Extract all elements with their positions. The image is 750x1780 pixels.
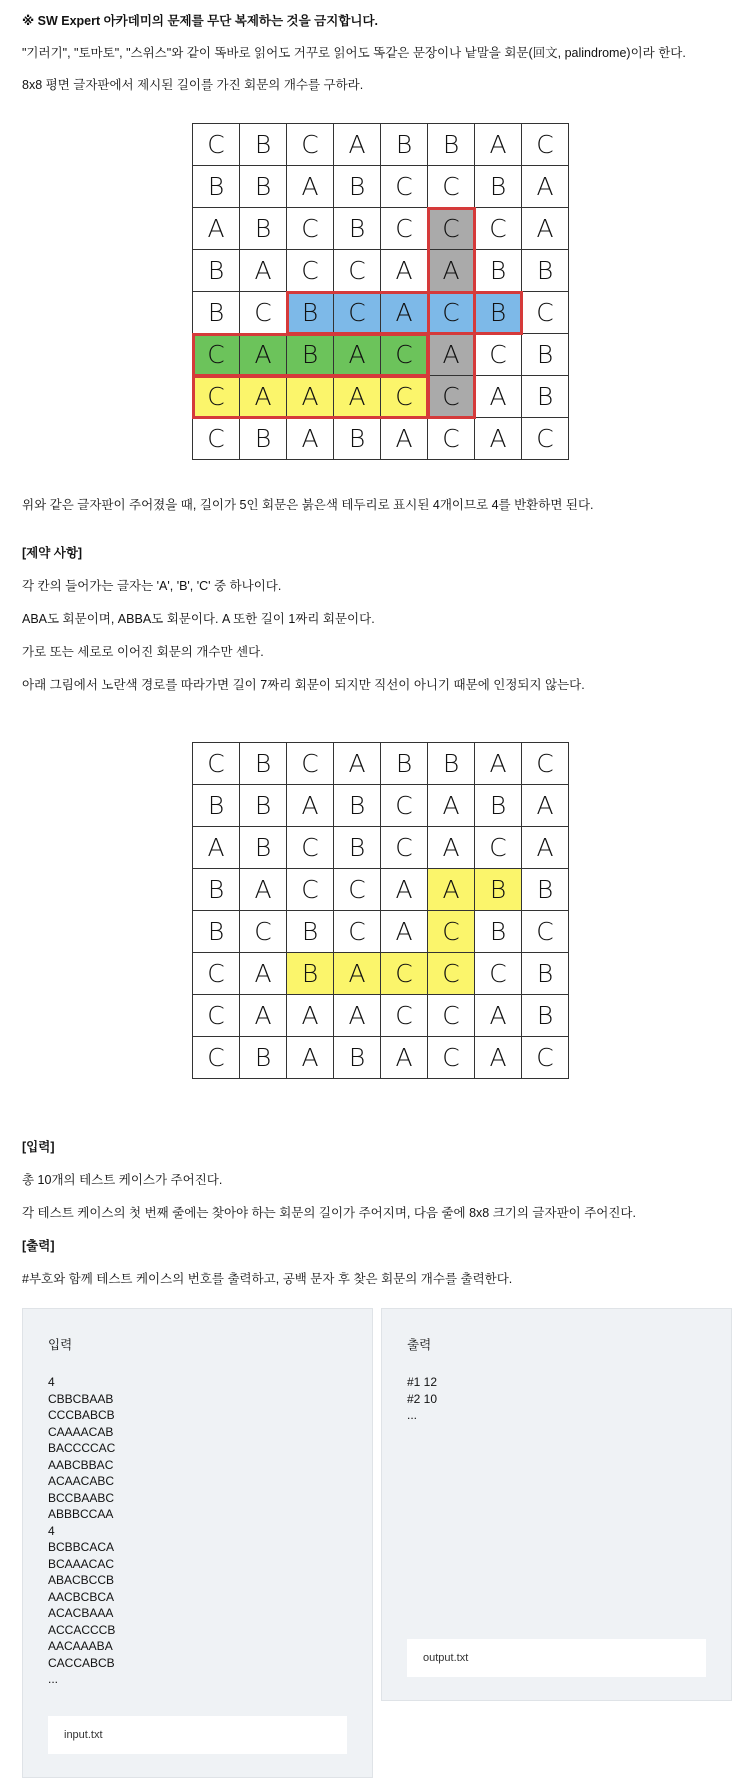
grid-cell: C xyxy=(193,953,240,995)
grid-row xyxy=(193,785,569,827)
grid-cell: B xyxy=(475,911,522,953)
grid-cell: B xyxy=(381,124,428,166)
grid-cell: B xyxy=(522,953,569,995)
grid-cell: C xyxy=(475,953,522,995)
grid-cell: C xyxy=(428,376,475,418)
grid-cell: A xyxy=(522,166,569,208)
grid-cell: B xyxy=(334,208,381,250)
grid-cell: A xyxy=(287,1037,334,1079)
constraints-heading: [제약 사항] xyxy=(22,546,83,560)
grid-cell: B xyxy=(475,869,522,911)
grid-cell: C xyxy=(240,911,287,953)
grid-cell: C xyxy=(381,208,428,250)
grid-cell: C xyxy=(287,208,334,250)
grid-cell: B xyxy=(381,743,428,785)
grid-cell: C xyxy=(381,334,428,376)
grid-cell: B xyxy=(522,250,569,292)
grid-cell: B xyxy=(522,869,569,911)
grid-cell: A xyxy=(428,334,475,376)
grid-cell: B xyxy=(475,785,522,827)
grid-cell: B xyxy=(334,785,381,827)
grid-cell: A xyxy=(381,1037,428,1079)
grid-cell: B xyxy=(287,292,334,334)
grid-cell: C xyxy=(287,250,334,292)
grid-cell: C xyxy=(193,1037,240,1079)
grid-cell: B xyxy=(287,953,334,995)
grid-row xyxy=(193,334,569,376)
grid-cell: A xyxy=(287,166,334,208)
grid-cell: C xyxy=(240,292,287,334)
constraint-straight-lines: 가로 또는 세로로 이어진 회문의 개수만 센다. xyxy=(22,645,264,659)
output-desc: #부호와 함께 테스트 케이스의 번호를 출력하고, 공백 문자 후 찾은 회문의 개수를 출력한다. xyxy=(22,1272,513,1286)
grid-cell: C xyxy=(522,911,569,953)
output-example-content: #1 12 #2 10 ... xyxy=(407,1375,438,1422)
grid-cell: C xyxy=(475,334,522,376)
grid-cell: C xyxy=(334,911,381,953)
grid-cell: B xyxy=(240,166,287,208)
constraint-letters: 각 칸의 들어가는 글자는 'A', 'B', 'C' 중 하나이다. xyxy=(22,579,282,593)
grid-cell: B xyxy=(475,166,522,208)
constraint-palindrome-examples: ABA도 회문이며, ABBA도 회문이다. A 또한 길이 1짜리 회문이다. xyxy=(22,612,375,626)
grid-cell: B xyxy=(193,911,240,953)
grid-row xyxy=(193,166,569,208)
grid-cell: C xyxy=(193,376,240,418)
grid-row xyxy=(193,418,569,460)
grid-cell: B xyxy=(428,124,475,166)
grid-cell: A xyxy=(240,376,287,418)
grid-cell: C xyxy=(475,827,522,869)
grid-cell: A xyxy=(193,208,240,250)
grid-row xyxy=(193,743,569,785)
grid-cell: A xyxy=(475,124,522,166)
grid-cell: A xyxy=(475,743,522,785)
grid-cell: C xyxy=(522,743,569,785)
grid-cell: A xyxy=(381,292,428,334)
grid-cell: B xyxy=(240,1037,287,1079)
grid-cell: C xyxy=(381,785,428,827)
grid-cell: A xyxy=(475,376,522,418)
grid-cell: C xyxy=(381,995,428,1037)
grid-cell: C xyxy=(522,124,569,166)
grid-cell: C xyxy=(287,743,334,785)
input-file-download[interactable]: input.txt xyxy=(48,1716,347,1754)
grid-cell: A xyxy=(240,995,287,1037)
grid-cell: C xyxy=(334,292,381,334)
grid-cell: C xyxy=(381,376,428,418)
grid-cell: A xyxy=(334,953,381,995)
grid-cell: C xyxy=(475,208,522,250)
grid-cell: C xyxy=(381,827,428,869)
grid-cell: C xyxy=(522,1037,569,1079)
grid-row xyxy=(193,827,569,869)
grid-cell: B xyxy=(334,1037,381,1079)
output-example-title: 출력 xyxy=(407,1338,432,1352)
grid-cell: C xyxy=(193,334,240,376)
grid-row xyxy=(193,953,569,995)
grid-cell: A xyxy=(287,418,334,460)
output-file-download[interactable]: output.txt xyxy=(407,1639,706,1677)
grid-cell: C xyxy=(428,953,475,995)
grid-row xyxy=(193,292,569,334)
grid-cell: A xyxy=(475,1037,522,1079)
grid-cell: B xyxy=(287,334,334,376)
letter-grid-example-2 xyxy=(192,742,569,1079)
grid-cell: A xyxy=(475,418,522,460)
grid-cell: A xyxy=(381,250,428,292)
grid-cell: B xyxy=(522,334,569,376)
grid-cell: B xyxy=(193,166,240,208)
output-example-box xyxy=(381,1308,732,1701)
grid-cell: A xyxy=(428,827,475,869)
grid-cell: C xyxy=(193,418,240,460)
grid-cell: C xyxy=(287,124,334,166)
grid-row xyxy=(193,250,569,292)
grid-cell: B xyxy=(240,785,287,827)
grid-row xyxy=(193,911,569,953)
grid-cell: B xyxy=(240,418,287,460)
grid-cell: A xyxy=(287,995,334,1037)
intro-palindrome-definition: "기러기", "토마토", "스위스"와 같이 똑바로 읽어도 거꾸로 읽어도 똑같은 문장이나 낱말을 회문(回文, palindrome)이라 한다. xyxy=(22,46,686,60)
grid-cell: A xyxy=(522,827,569,869)
grid-cell: A xyxy=(287,785,334,827)
grid-cell: A xyxy=(428,250,475,292)
grid-cell: C xyxy=(287,827,334,869)
intro-task: 8x8 평면 글자판에서 제시된 길이를 가진 회문의 개수를 구하라. xyxy=(22,78,364,92)
grid-cell: C xyxy=(428,208,475,250)
grid-cell: C xyxy=(522,418,569,460)
grid-cell: A xyxy=(381,869,428,911)
grid-cell: C xyxy=(428,1037,475,1079)
grid-cell: B xyxy=(240,124,287,166)
grid-cell: C xyxy=(428,292,475,334)
grid-cell: C xyxy=(428,911,475,953)
grid-cell: B xyxy=(240,208,287,250)
grid-cell: A xyxy=(334,743,381,785)
grid-row xyxy=(193,208,569,250)
grid-cell: C xyxy=(381,953,428,995)
grid-cell: C xyxy=(193,995,240,1037)
grid-cell: B xyxy=(475,292,522,334)
grid-cell: C xyxy=(287,869,334,911)
grid-cell: B xyxy=(193,869,240,911)
grid-cell: A xyxy=(287,376,334,418)
constraint-yellow-path: 아래 그림에서 노란색 경로를 따라가면 길이 7짜리 회문이 되지만 직선이 아니기 때문에 인정되지 않는다. xyxy=(22,678,585,692)
grid-cell: A xyxy=(240,334,287,376)
grid-cell: A xyxy=(240,250,287,292)
grid-cell: C xyxy=(334,869,381,911)
grid-cell: A xyxy=(334,124,381,166)
grid-cell: C xyxy=(428,166,475,208)
grid-cell: A xyxy=(428,869,475,911)
grid-cell: A xyxy=(240,869,287,911)
input-desc-1: 총 10개의 테스트 케이스가 주어진다. xyxy=(22,1173,223,1187)
grid-row xyxy=(193,995,569,1037)
grid-cell: B xyxy=(334,418,381,460)
grid-cell: A xyxy=(334,376,381,418)
grid-cell: A xyxy=(522,208,569,250)
grid-row xyxy=(193,1037,569,1079)
grid-cell: A xyxy=(381,418,428,460)
grid-cell: A xyxy=(193,827,240,869)
grid-cell: B xyxy=(240,743,287,785)
grid-cell: A xyxy=(428,785,475,827)
grid-cell: A xyxy=(334,995,381,1037)
grid-cell: C xyxy=(428,995,475,1037)
grid-cell: C xyxy=(193,124,240,166)
grid-cell: B xyxy=(240,827,287,869)
copyright-notice: ※ SW Expert 아카데미의 문제를 무단 복제하는 것을 금지합니다. xyxy=(22,14,379,28)
letter-grid-example-1 xyxy=(192,123,569,460)
grid-cell: C xyxy=(381,166,428,208)
grid-cell: C xyxy=(193,743,240,785)
output-heading: [출력] xyxy=(22,1239,55,1253)
grid-cell: B xyxy=(522,995,569,1037)
grid-cell: B xyxy=(428,743,475,785)
grid-cell: C xyxy=(334,250,381,292)
grid-cell: A xyxy=(522,785,569,827)
grid-cell: A xyxy=(334,334,381,376)
example-explanation: 위와 같은 글자판이 주어졌을 때, 길이가 5인 회문은 붉은색 테두리로 표시된 4개이므로 4를 반환하면 된다. xyxy=(22,498,594,512)
input-desc-2: 각 테스트 케이스의 첫 번째 줄에는 찾아야 하는 회문의 길이가 주어지며, 다음 줄에 8x8 크기의 글자판이 주어진다. xyxy=(22,1206,636,1220)
grid-row xyxy=(193,869,569,911)
grid-cell: B xyxy=(475,250,522,292)
input-example-content: 4 CBBCBAAB CCCBABCB CAAAACAB BACCCCAC AABCBBAC ACAACABC BCCBAABC ABBBCCAA 4 BCBBCACA BCAAACAC ABACBCCB AACBCBCA ACACBAAA ACCACCCB AACAAABA CACCABCB ... xyxy=(48,1375,116,1686)
grid-cell: B xyxy=(193,785,240,827)
grid-cell: A xyxy=(240,953,287,995)
grid-cell: B xyxy=(334,166,381,208)
grid-cell: A xyxy=(381,911,428,953)
grid-cell: B xyxy=(334,827,381,869)
input-example-box xyxy=(22,1308,373,1778)
grid-row xyxy=(193,376,569,418)
grid-cell: B xyxy=(287,911,334,953)
input-heading: [입력] xyxy=(22,1140,55,1154)
grid-row xyxy=(193,124,569,166)
grid-cell: B xyxy=(193,250,240,292)
grid-cell: B xyxy=(193,292,240,334)
grid-cell: A xyxy=(475,995,522,1037)
input-example-title: 입력 xyxy=(48,1338,73,1352)
grid-cell: C xyxy=(522,292,569,334)
grid-cell: B xyxy=(522,376,569,418)
grid-cell: C xyxy=(428,418,475,460)
